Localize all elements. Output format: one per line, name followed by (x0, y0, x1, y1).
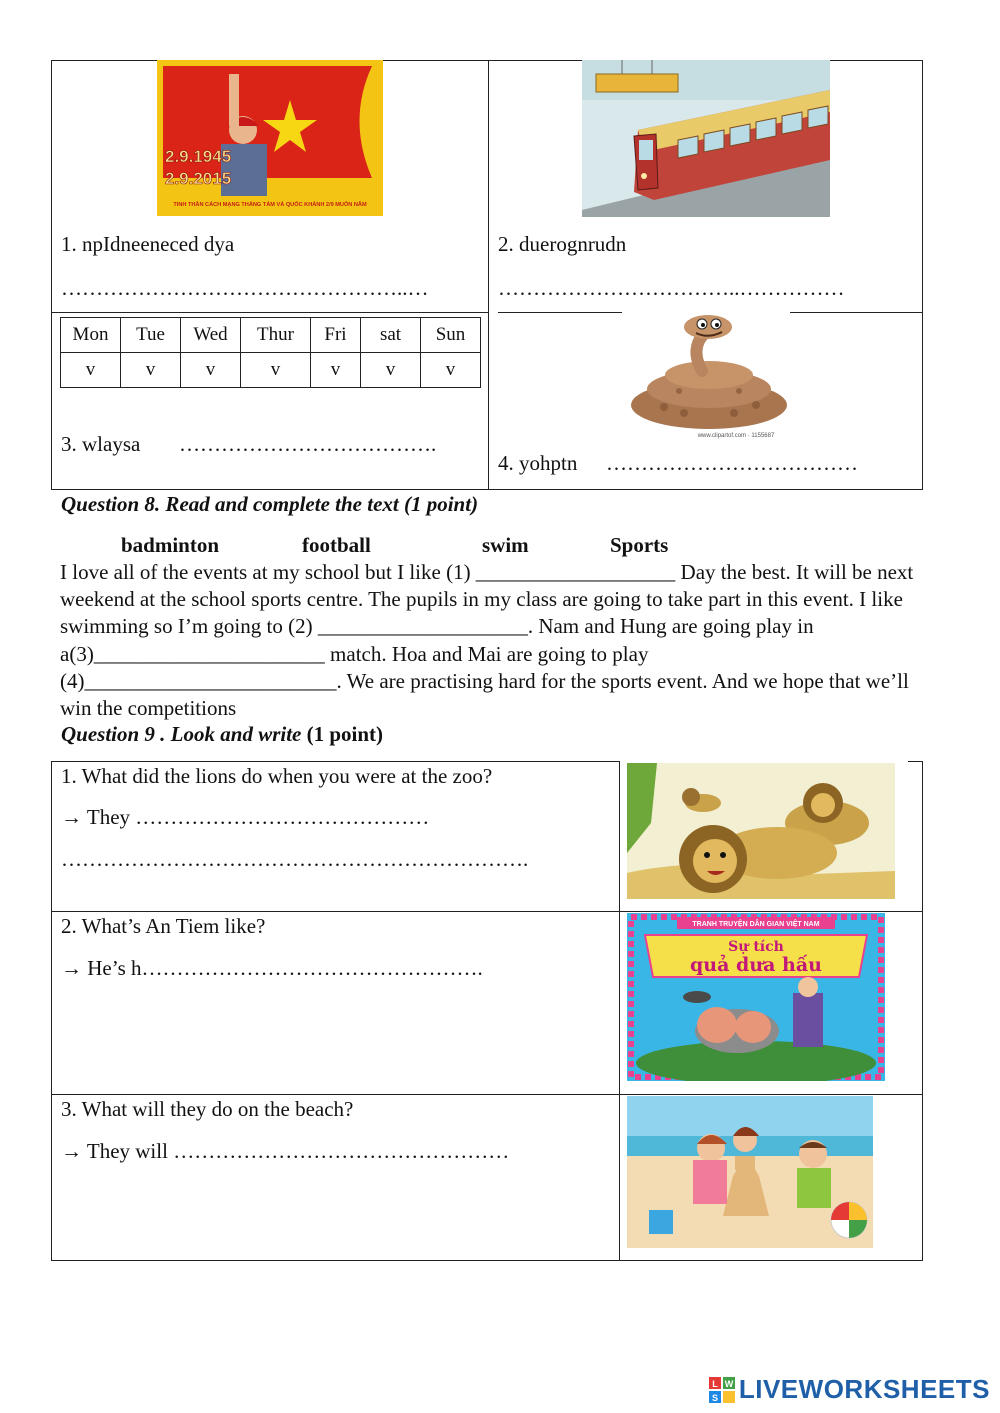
day-mark: v (241, 353, 311, 388)
q9-item1-question: 1. What did the lions do when you were at the zoo? (61, 764, 493, 788)
grid-row-line-left (51, 312, 488, 313)
grid-row-line-right-a (498, 312, 622, 313)
snake-image (624, 313, 790, 440)
item3-label: 3. wlaysa (61, 432, 141, 456)
word-football: football (302, 533, 371, 557)
question8-paragraph: I love all of the events at my school but I like (1) ___________________ Day the best. It will be next weekend at the school sports centre. The pupils in my class are going to take part in this event. I like swimming so I’m going to (2) ____________________. Nam and Hung are going play in a(3)______________________ match. Hoa and Mai are going to play (4)________________________. We are practising hard for the sports event. And we hope that we’ll win the competitions (60, 560, 914, 721)
book-banner: TRANH TRUYỆN DÂN GIAN VIỆT NAM (692, 921, 820, 928)
question8-heading: Question 8. Read and complete the text (1 point) (61, 492, 479, 516)
day-header: Tue (121, 318, 181, 353)
word-badminton: badminton (121, 533, 220, 557)
q9-left-line (51, 761, 52, 1261)
national-day-poster-image (157, 60, 383, 216)
item2-answer-line[interactable]: ……………………………..…………… (498, 276, 845, 300)
item1-answer-line[interactable]: …………………………………………..… (61, 276, 429, 300)
day-header: Sun (421, 318, 481, 353)
logo-letter: L (712, 1378, 718, 1389)
day-header: Thur (241, 318, 311, 353)
item4-label: 4. yohptn (498, 451, 578, 475)
item2-label: 2. duerognrudn (498, 232, 627, 256)
logo-mark-icon (709, 1377, 735, 1403)
day-header: Mon (61, 318, 121, 353)
day-mark: v (311, 353, 361, 388)
book-cover-image (627, 913, 885, 1081)
day-mark: v (181, 353, 241, 388)
poster-date-2: 2.9.2015 (165, 169, 232, 188)
q9-item3-question: 3. What will they do on the beach? (61, 1097, 354, 1121)
q9-item2-answer[interactable]: → He’s h…………………………………………. (61, 956, 483, 980)
word-sports: Sports (610, 533, 669, 557)
grid-right-line (922, 60, 923, 490)
q9-row1-line (51, 911, 923, 912)
day-mark: v (121, 353, 181, 388)
day-header: Fri (311, 318, 361, 353)
grid-bottom-line (51, 489, 923, 490)
logo-letter: W (724, 1378, 734, 1389)
q9-right-line (922, 761, 923, 1261)
question9-points: (1 point) (301, 722, 384, 746)
grid-middle-line (488, 60, 489, 490)
item1-label: 1. npIdneeneced dya (61, 232, 235, 256)
word-swim: swim (482, 533, 529, 557)
train-image (582, 60, 830, 217)
clipart-caption: www.clipartof.com · 1155687 (697, 433, 775, 439)
liveworksheets-logo (709, 1374, 990, 1405)
q9-bottom-line (51, 1260, 923, 1261)
q9-top-line (51, 761, 619, 762)
question9-heading (61, 722, 383, 747)
beach-sandcastle-image (627, 1096, 873, 1248)
q9-middle-line (619, 761, 620, 1261)
day-header: Wed (181, 318, 241, 353)
book-title-line2: quả dưa hấu (690, 954, 822, 976)
logo-letter: S (711, 1392, 718, 1403)
question9-heading-text: Question 9 . Look and write (61, 722, 302, 746)
q9-item3-answer[interactable]: → They will ………………………………………… (61, 1139, 510, 1163)
day-mark: v (361, 353, 421, 388)
days-of-week-table (60, 317, 481, 388)
logo-text: LIVEWORKSHEETS (738, 1374, 990, 1404)
poster-date-1: 2.9.1945 (165, 147, 232, 166)
q9-item2-question: 2. What’s An Tiem like? (61, 914, 266, 938)
grid-left-line (51, 60, 52, 490)
q9-top-line-right (908, 761, 923, 762)
day-mark: v (61, 353, 121, 388)
q9-item1-extra-line[interactable]: …………………………………………………………. (61, 847, 529, 871)
item3-answer-line[interactable]: ………………………………. (179, 432, 437, 456)
item4-answer-line[interactable]: ……………………………… (606, 451, 858, 475)
grid-row-line-right-b (790, 312, 923, 313)
day-header: sat (361, 318, 421, 353)
q9-item1-answer[interactable]: → They …………………………………… (61, 805, 430, 829)
book-title-line1: Sự tích (728, 939, 784, 955)
lions-image (627, 763, 895, 899)
q9-row2-line (51, 1094, 923, 1095)
day-mark: v (421, 353, 481, 388)
poster-caption: TINH THẦN CÁCH MẠNG THÁNG TÁM VÀ QUỐC KHÁNH 2/9 MUÔN NĂM (173, 202, 367, 208)
